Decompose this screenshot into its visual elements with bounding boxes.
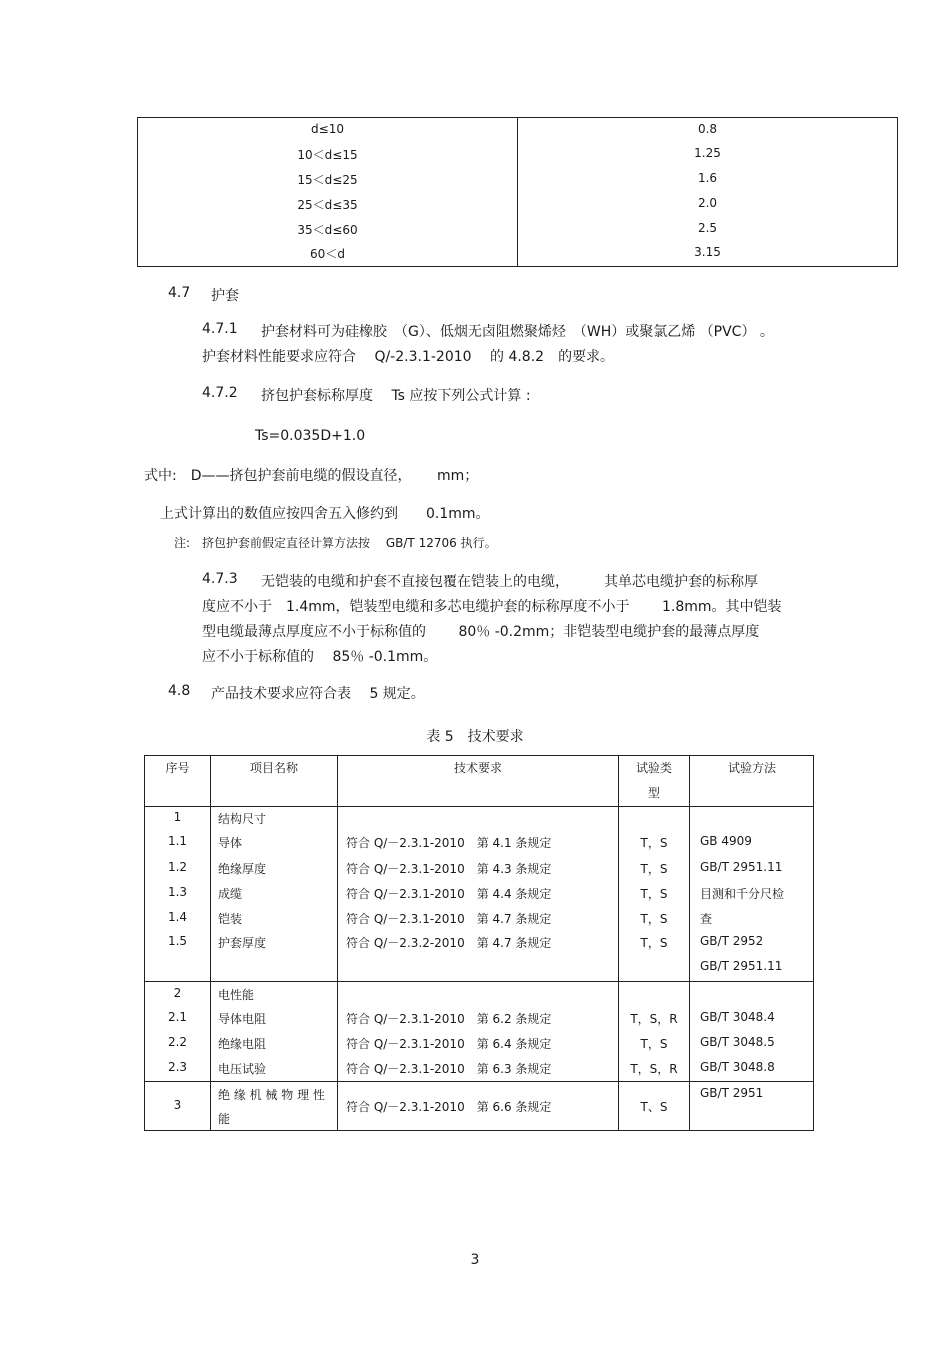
- row-item: 绝 缘 机 械 物 理 性: [218, 1088, 325, 1102]
- row-test-type: T，S: [640, 836, 668, 850]
- row-test-method: GB/T 2951.11: [700, 860, 783, 874]
- row-requirement: 符合 Q/－2.3.1-2010 第 4.3 条规定: [346, 862, 552, 876]
- table-cell: 1.25: [694, 146, 721, 160]
- row-item: 导体: [218, 836, 243, 850]
- section-4-7-1-line: 护套材料性能要求应符合 Q/-2.3.1-2010 的 4.8.2 的要求。: [202, 349, 615, 365]
- row-item: 护套厚度: [218, 936, 267, 950]
- header-test-type: 型: [647, 786, 660, 800]
- header-item: 项目名称: [249, 761, 298, 775]
- table-divider: [145, 981, 813, 982]
- row-test-method: 目测和千分尺检: [700, 887, 785, 901]
- section-4-7-3-line: 度应不小于 1.4mm，铠装型电缆和多芯电缆护套的标称厚度不小于 1.8mm。其中铠装: [202, 599, 782, 615]
- table-cell: 2.0: [697, 196, 718, 210]
- row-requirement: 符合 Q/－2.3.1-2010 第 6.3 条规定: [346, 1062, 552, 1076]
- row-seq: 2: [173, 986, 182, 1000]
- section-4-7-3-line: 无铠装的电缆和护套不直接包覆在铠装上的电缆， 其单芯电缆护套的标称厚: [261, 574, 758, 590]
- row-item: 导体电阻: [218, 1012, 267, 1026]
- row-seq: 3: [173, 1098, 182, 1112]
- row-test-method: GB/T 3048.4: [700, 1010, 775, 1024]
- section-4-7-1-line: 护套材料可为硅橡胶 （G）、低烟无卤阻燃聚烯烃 （WH）或聚氯乙烯 （PVC） 。: [261, 324, 774, 340]
- row-requirement: 符合 Q/－2.3.1-2010 第 6.2 条规定: [346, 1012, 552, 1026]
- row-seq: 1.4: [167, 910, 188, 924]
- row-seq: 1.1: [167, 834, 188, 848]
- row-item: 绝缘电阻: [218, 1037, 267, 1051]
- section-4-7-3-number: 4.7.3: [202, 571, 238, 587]
- section-4-7-2-text: 挤包护套标称厚度 Ts 应按下列公式计算 :: [261, 388, 531, 404]
- tech-requirements-table: [144, 755, 814, 1131]
- table-cell: 15＜d≤25: [297, 173, 358, 187]
- formula: Ts=0.035D+1.0: [255, 428, 366, 444]
- row-test-type: T、S: [640, 1100, 668, 1114]
- page-number: 3: [470, 1252, 480, 1268]
- row-seq: 2.2: [167, 1035, 188, 1049]
- table-divider: [210, 756, 211, 1130]
- row-seq: 1.2: [167, 860, 188, 874]
- row-test-method: GB/T 3048.5: [700, 1035, 775, 1049]
- table-divider: [689, 756, 690, 1130]
- thickness-table: [137, 117, 898, 267]
- section-4-7-3-line: 应不小于标称值的 85％ -0.1mm。: [202, 649, 438, 665]
- table-cell: 35＜d≤60: [297, 223, 358, 237]
- header-test-type: 试验类: [635, 761, 672, 775]
- row-requirement: 符合 Q/－2.3.1-2010 第 6.6 条规定: [346, 1100, 552, 1114]
- section-4-7-number: 4.7: [168, 285, 191, 301]
- table-cell: 2.5: [697, 221, 718, 235]
- row-test-type: T，S: [640, 862, 668, 876]
- row-test-method: GB 4909: [700, 834, 752, 848]
- section-4-7-2-number: 4.7.2: [202, 385, 238, 401]
- row-item: 能: [218, 1112, 231, 1126]
- row-test-type: T，S，R: [630, 1012, 678, 1026]
- row-item: 电性能: [218, 988, 255, 1002]
- table-divider: [145, 1081, 813, 1082]
- table-divider: [145, 806, 813, 807]
- row-seq: 1.3: [167, 885, 188, 899]
- table-divider: [517, 118, 518, 266]
- row-requirement: 符合 Q/－2.3.1-2010 第 4.4 条规定: [346, 887, 552, 901]
- rounding-rule: 上式计算出的数值应按四舍五入修约到 0.1mm。: [160, 506, 490, 522]
- table-cell: 25＜d≤35: [297, 198, 358, 212]
- section-4-8-number: 4.8: [168, 683, 191, 699]
- row-seq: 2.3: [167, 1060, 188, 1074]
- table-cell: d≤10: [311, 122, 344, 136]
- table-cell: 60＜d: [310, 247, 345, 261]
- row-test-type: T，S: [640, 912, 668, 926]
- section-4-7-title: 护套: [211, 288, 239, 304]
- row-test-method: GB/T 2951.11: [700, 959, 783, 973]
- row-test-method: GB/T 2951: [700, 1086, 764, 1100]
- table-caption: 表 5 技术要求: [426, 729, 524, 745]
- table-cell: 0.8: [697, 122, 718, 136]
- row-item: 铠装: [218, 912, 243, 926]
- table-cell: 3.15: [694, 245, 721, 259]
- header-seq: 序号: [165, 761, 190, 775]
- row-seq: 1: [173, 810, 182, 824]
- table-cell: 1.6: [697, 171, 718, 185]
- row-requirement: 符合 Q/－2.3.1-2010 第 6.4 条规定: [346, 1037, 552, 1051]
- section-4-8-text: 产品技术要求应符合表 5 规定。: [211, 686, 425, 702]
- row-requirement: 符合 Q/－2.3.2-2010 第 4.7 条规定: [346, 936, 552, 950]
- header-requirement: 技术要求: [453, 761, 502, 775]
- row-item: 结构尺寸: [218, 812, 267, 826]
- row-test-type: T，S: [640, 1037, 668, 1051]
- row-seq: 2.1: [167, 1010, 188, 1024]
- row-requirement: 符合 Q/－2.3.1-2010 第 4.1 条规定: [346, 836, 552, 850]
- row-item: 电压试验: [218, 1062, 267, 1076]
- section-4-7-3-line: 型电缆最薄点厚度应不小于标称值的 80％ -0.2mm；非铠装型电缆护套的最薄点厚度: [202, 624, 760, 640]
- section-4-7-1-number: 4.7.1: [202, 321, 238, 337]
- row-item: 成缆: [218, 887, 243, 901]
- row-requirement: 符合 Q/－2.3.1-2010 第 4.7 条规定: [346, 912, 552, 926]
- table-divider: [337, 756, 338, 1130]
- note: 注: 挤包护套前假定直径计算方法按 GB/T 12706 执行。: [174, 536, 497, 550]
- formula-where: 式中: D——挤包护套前电缆的假设直径， mm；: [144, 468, 479, 484]
- row-test-method: GB/T 2952: [700, 934, 764, 948]
- row-item: 绝缘厚度: [218, 862, 267, 876]
- row-test-type: T，S: [640, 936, 668, 950]
- row-test-method: 查: [700, 912, 713, 926]
- header-test-method: 试验方法: [727, 761, 776, 775]
- row-test-type: T，S: [640, 887, 668, 901]
- row-test-method: GB/T 3048.8: [700, 1060, 775, 1074]
- table-cell: 10＜d≤15: [297, 148, 358, 162]
- row-test-type: T，S，R: [630, 1062, 678, 1076]
- row-seq: 1.5: [167, 934, 188, 948]
